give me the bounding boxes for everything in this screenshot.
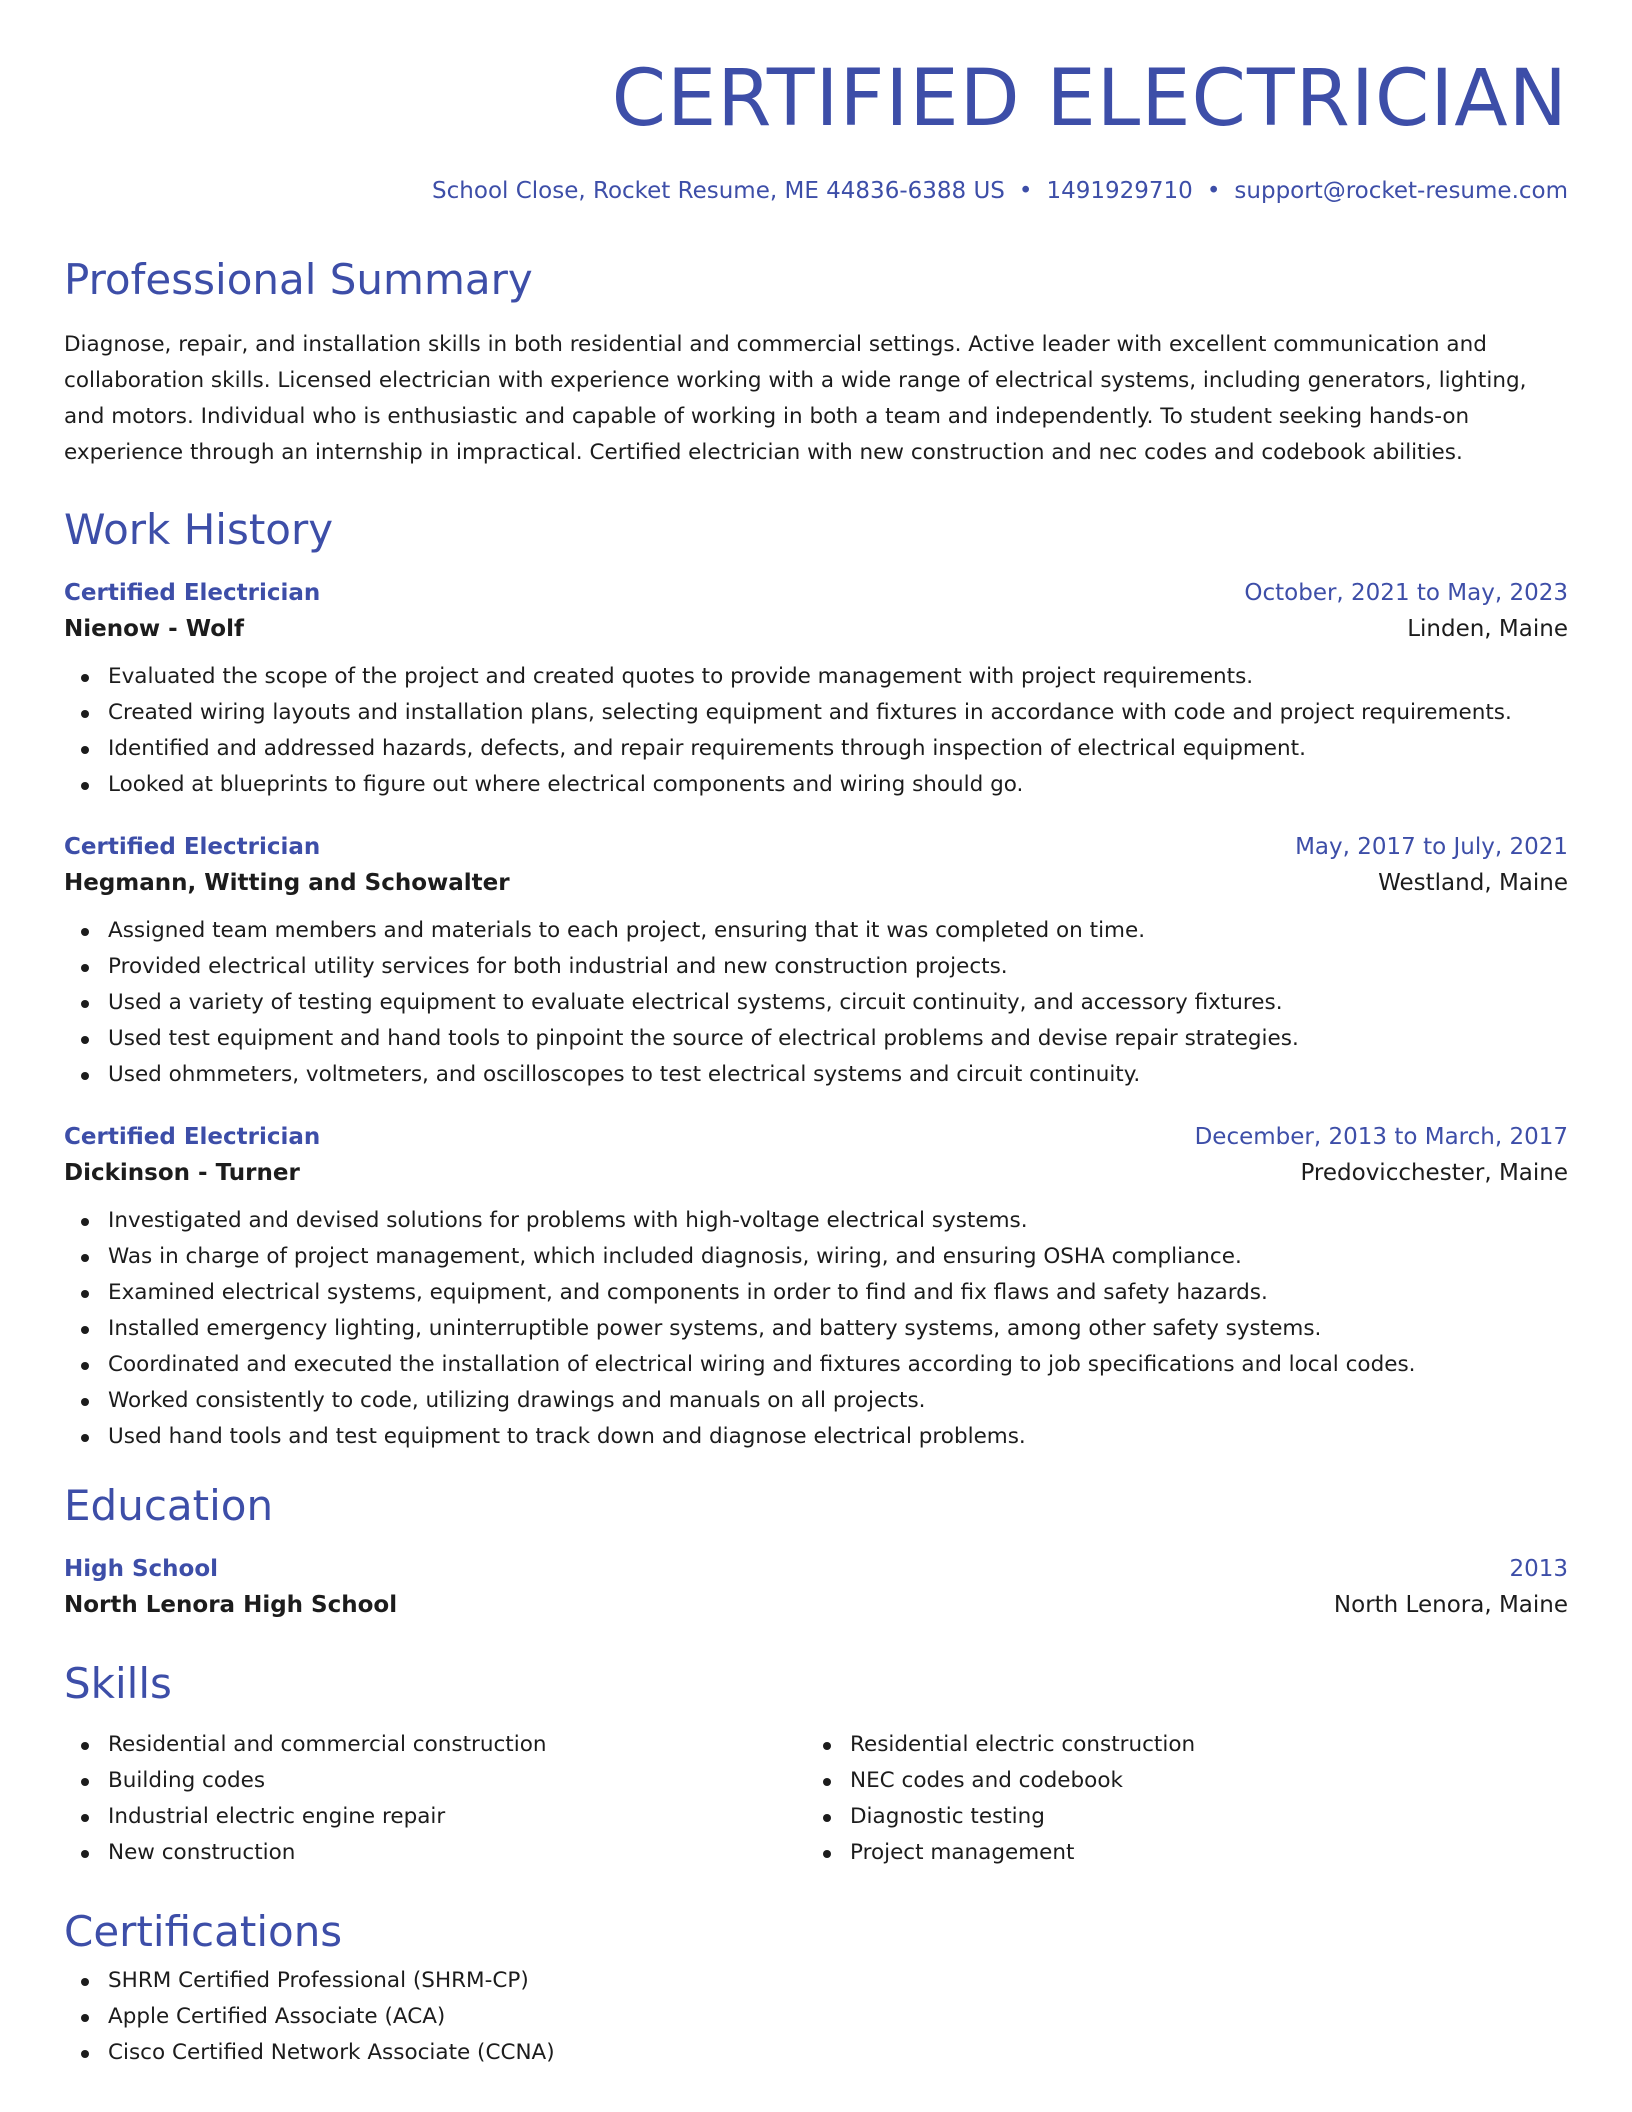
job-company: Hegmann, Witting and Schowalter [64,870,510,896]
contact-separator: • [1206,178,1221,204]
contact-address: School Close, Rocket Resume, ME 44836-6388 US [432,178,1005,204]
list-item: Examined electrical systems, equipment, and components in order to find and fix flaws and safety hazards. [64,1275,1568,1311]
job-dates: December, 2013 to March, 2017 [1194,1124,1568,1150]
summary-text: Diagnose, repair, and installation skills in both residential and commercial settings. Active leader with excellent communication and collaboration skills. Licensed electrician with experience working with a wide range of electrical systems, including generators, lighting, and motors. Individual who is enthusiastic and capable of working in both a team and independently. To student seeking hands-on experience through an internship in impractical. Certified electrician with new construction and nec codes and codebook abilities. [64,332,1527,465]
certifications-list [64,1963,1568,2071]
list-item: Used a variety of testing equipment to evaluate electrical systems, circuit continuity, and accessory fixtures. [64,985,1568,1021]
list-item: Created wiring layouts and installation plans, selecting equipment and fixtures in accordance with code and project requirements. [64,695,1568,731]
section-title-work-history: Work History [64,505,334,554]
list-item: Used ohmmeters, voltmeters, and oscilloscopes to test electrical systems and circuit continuity. [64,1057,1568,1093]
job-role: Certified Electrician [64,580,321,606]
skills-list-right [806,1727,1548,1871]
job-location: Westland, Maine [1378,870,1568,896]
job-bullets [64,913,1568,1093]
skill-item: Industrial electric engine repair [64,1799,806,1835]
certification-item: Apple Certified Associate (ACA) [64,1999,1568,2035]
contact-separator: • [1018,178,1033,204]
skill-item: New construction [64,1835,806,1871]
list-item: Coordinated and executed the installation of electrical wiring and fixtures according to job specifications and local codes. [64,1347,1568,1383]
job-dates: May, 2017 to July, 2021 [1295,834,1568,860]
certification-item: SHRM Certified Professional (SHRM-CP) [64,1963,1568,1999]
job-company: Nienow - Wolf [64,616,244,642]
list-item: Was in charge of project management, which included diagnosis, wiring, and ensuring OSHA compliance. [64,1239,1568,1275]
list-item: Worked consistently to code, utilizing drawings and manuals on all projects. [64,1383,1568,1419]
job-bullets [64,659,1568,803]
skills-column-right [806,1727,1548,1871]
contact-phone: 1491929710 [1046,178,1193,204]
resume-name: CERTIFIED ELECTRICIAN [611,54,1568,144]
list-item: Used test equipment and hand tools to pinpoint the source of electrical problems and devise repair strategies. [64,1021,1568,1057]
job-bullets [64,1203,1568,1455]
job-dates: October, 2021 to May, 2023 [1244,580,1568,606]
job-company: Dickinson - Turner [64,1160,300,1186]
skills-column-left [64,1727,806,1871]
section-title-summary: Professional Summary [64,255,533,304]
skills-grid [64,1727,1568,1871]
contact-line [64,178,1568,204]
list-item: Provided electrical utility services for both industrial and new construction projects. [64,949,1568,985]
list-item: Identified and addressed hazards, defects, and repair requirements through inspection of electrical equipment. [64,731,1568,767]
skills-list-left [64,1727,806,1871]
skill-item: NEC codes and codebook [806,1763,1548,1799]
skill-item: Residential and commercial construction [64,1727,806,1763]
education-location: North Lenora, Maine [1333,1592,1568,1618]
education-year: 2013 [1509,1556,1568,1582]
list-item: Installed emergency lighting, uninterruptible power systems, and battery systems, among other safety systems. [64,1311,1568,1347]
certification-item: Cisco Certified Network Associate (CCNA) [64,2035,1568,2071]
skill-item: Project management [806,1835,1548,1871]
list-item: Evaluated the scope of the project and created quotes to provide management with project requirements. [64,659,1568,695]
contact-email: support@rocket-resume.com [1234,178,1568,204]
list-item: Used hand tools and test equipment to track down and diagnose electrical problems. [64,1419,1568,1455]
job-location: Linden, Maine [1407,616,1568,642]
job-role: Certified Electrician [64,1124,321,1150]
section-title-certifications: Certifications [64,1907,343,1956]
education-school: North Lenora High School [64,1592,398,1618]
job-entry [64,577,1568,803]
education-degree: High School [64,1556,219,1582]
section-title-skills: Skills [64,1659,172,1708]
skill-item: Building codes [64,1763,806,1799]
skill-item: Residential electric construction [806,1727,1548,1763]
job-entry [64,1121,1568,1455]
work-history-list [64,577,1568,1455]
list-item: Assigned team members and materials to each project, ensuring that it was completed on time. [64,913,1568,949]
list-item: Looked at blueprints to figure out where electrical components and wiring should go. [64,767,1568,803]
job-role: Certified Electrician [64,834,321,860]
resume-page [64,0,1568,2112]
job-location: Predovicchester, Maine [1300,1160,1568,1186]
section-title-education: Education [64,1481,274,1530]
skill-item: Diagnostic testing [806,1799,1548,1835]
education-entry [64,1553,1568,1625]
list-item: Investigated and devised solutions for problems with high-voltage electrical systems. [64,1203,1568,1239]
job-entry [64,831,1568,1093]
